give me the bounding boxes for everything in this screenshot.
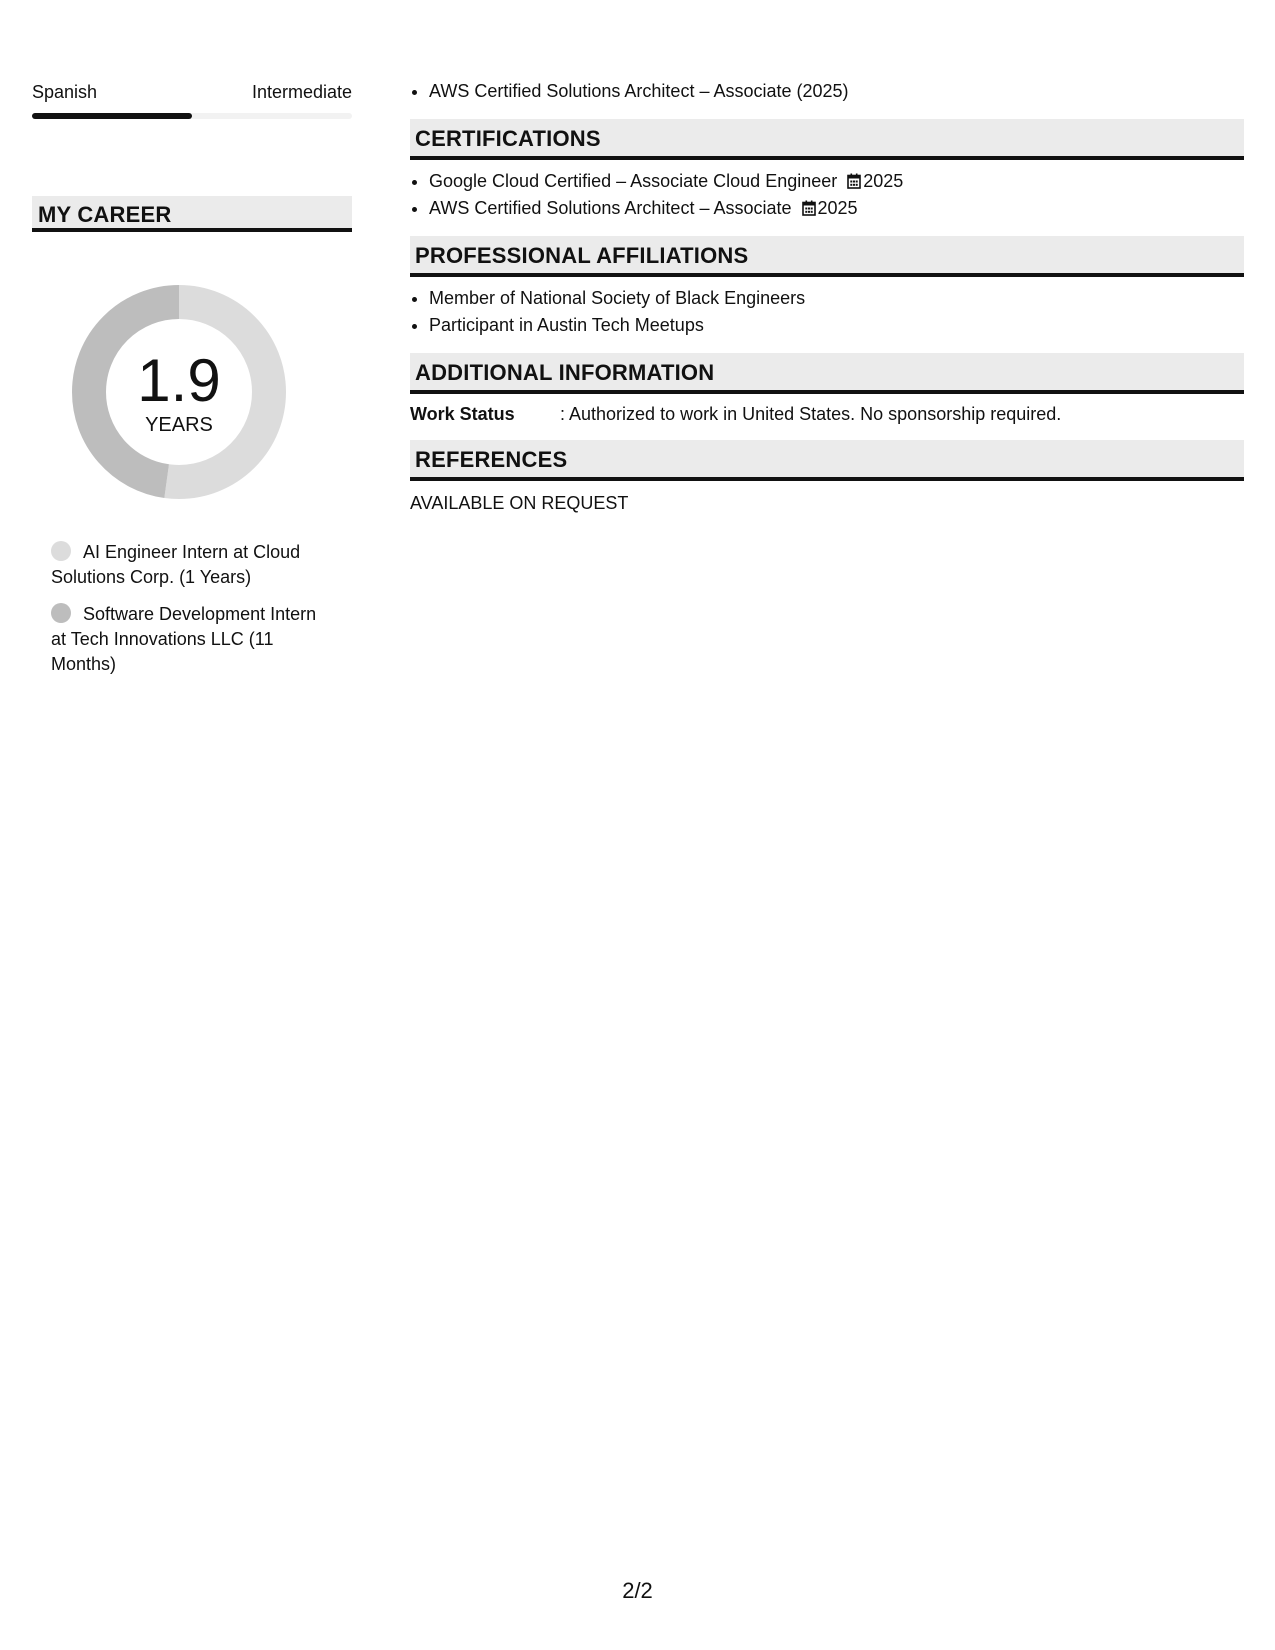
- language-proficiency-fill: [32, 113, 192, 119]
- affiliation-item: • Participant in Austin Tech Meetups: [429, 312, 1244, 339]
- references-text: AVAILABLE ON REQUEST: [410, 493, 629, 513]
- affiliations-list: [410, 285, 1244, 339]
- certification-year: 2025: [863, 171, 904, 191]
- career-legend-label: Software Development Intern at Tech Innovations LLC (11 Months): [51, 604, 317, 674]
- language-level: Intermediate: [251, 82, 352, 102]
- affiliations-title: PROFESSIONAL AFFILIATIONS: [415, 243, 749, 268]
- certification-item: [429, 195, 1244, 222]
- list-item: • AWS Certified Solutions Architect – Associate (2025): [429, 78, 1244, 105]
- references-title: REFERENCES: [415, 447, 568, 472]
- language-name: Spanish: [32, 82, 98, 102]
- work-status-row: [410, 402, 1244, 426]
- references-header: [410, 440, 1244, 481]
- carryover-list: [410, 78, 1244, 105]
- career-total-unit: YEARS: [145, 414, 213, 436]
- language-proficiency-bar: [32, 113, 352, 119]
- work-status-label: Work Status: [410, 404, 515, 424]
- certification-year: 2025: [817, 198, 858, 218]
- references-section: [410, 440, 1244, 515]
- career-legend-item: [51, 602, 321, 677]
- career-legend: [51, 540, 321, 689]
- affiliation-item: • Member of National Society of Black Engineers: [429, 285, 1244, 312]
- legend-dot-icon: [51, 541, 71, 561]
- work-status-value: : Authorized to work in United States. No sponsorship required.: [560, 404, 1062, 424]
- career-section-header: [32, 196, 352, 232]
- language-row: [32, 82, 352, 104]
- additional-info-title: ADDITIONAL INFORMATION: [415, 360, 715, 385]
- affiliations-header: [410, 236, 1244, 277]
- certifications-section: [410, 119, 1244, 222]
- career-donut-chart: [66, 279, 292, 505]
- legend-dot-icon: [51, 603, 71, 623]
- certifications-title: CERTIFICATIONS: [415, 126, 601, 151]
- career-total-value: 1.9: [137, 347, 221, 414]
- affiliations-section: [410, 236, 1244, 339]
- page-number: 2/2: [622, 1578, 653, 1603]
- career-section-title: MY CAREER: [38, 202, 172, 227]
- career-legend-label: AI Engineer Intern at Cloud Solutions Corp. (1 Years): [51, 542, 301, 587]
- donut-center: [66, 279, 292, 505]
- additional-info-section: [410, 353, 1244, 426]
- certification-name: AWS Certified Solutions Architect – Associate: [429, 198, 792, 218]
- calendar-icon: [802, 200, 816, 216]
- certification-item: [429, 168, 1244, 195]
- additional-info-header: [410, 353, 1244, 394]
- certification-name: Google Cloud Certified – Associate Cloud Engineer: [429, 171, 838, 191]
- right-column: [410, 78, 1244, 515]
- career-legend-item: [51, 540, 321, 590]
- calendar-icon: [847, 173, 861, 189]
- certifications-list: [410, 168, 1244, 222]
- certifications-header: [410, 119, 1244, 160]
